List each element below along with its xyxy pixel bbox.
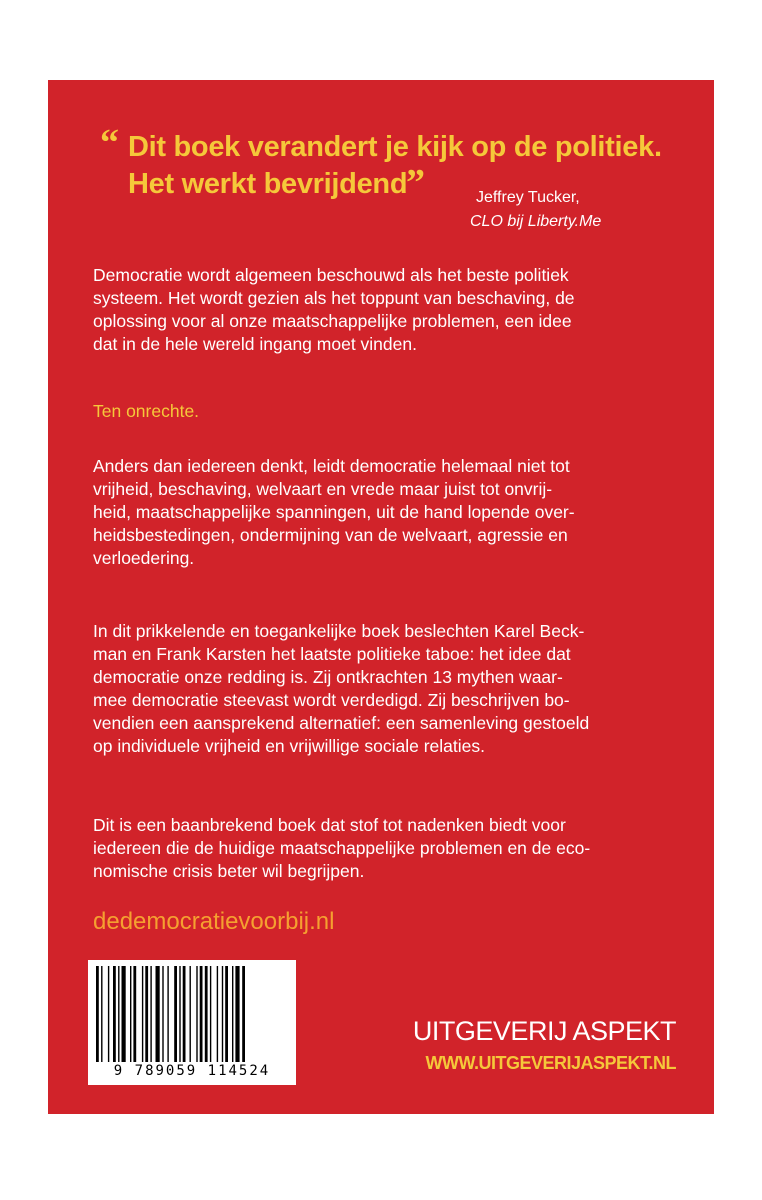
quote-author-role: CLO bij Liberty.Me [470, 213, 602, 230]
paragraph-intro: Democratie wordt algemeen beschouwd als het beste politiek systeem. Het wordt gezien als het toppunt van beschaving, de oplossing voor al onze maatschappelijke problemen, een idee dat in de hele wereld ingang moet vinden. [93, 265, 575, 354]
publisher-name: UITGEVERIJ ASPEKT [412, 1016, 676, 1046]
quote-line-1: Dit boek verandert je kijk op de politiek. [128, 131, 662, 163]
paragraph-anders: Anders dan iedereen denkt, leidt democratie helemaal niet tot vrijheid, beschaving, welvaart en vrede maar juist tot onvrij- heid, maatschappelijke spanningen, uit de hand lopende over- heidsbestedingen, ondermijning van de welvaart, agressie en verloedering. [93, 456, 575, 568]
website-link[interactable]: dedemocratievoorbij.nl [93, 908, 335, 935]
barcode-icon [94, 966, 290, 1062]
close-quote-mark: ” [406, 162, 425, 204]
paragraph-boek: In dit prikkelende en toegankelijke boek beslechten Karel Beck- man en Frank Karsten het laatste politieke taboe: het idee dat democratie onze redding is. Zij ontkrachten 13 mythen waar- mee democratie steevast wordt verdedigd. Zij beschrijven bo- vendien een aansprekend alternatief: een samenleving gestoeld op individuele vrijheid en vrijwillige sociale relaties. [93, 621, 590, 756]
paragraph-baanbrekend: Dit is een baanbrekend boek dat stof tot nadenken biedt voor iedereen die de huidige maatschappelijke problemen en de eco- nomische crisis beter wil begrijpen. [93, 815, 591, 881]
quote-line-2: Het werkt bevrijdend [128, 168, 408, 200]
book-back-cover [48, 80, 714, 1114]
isbn-barcode [88, 960, 296, 1085]
paragraph-ten-onrechte: Ten onrechte. [93, 401, 200, 421]
isbn-number: 9 789059 114524 [113, 1063, 271, 1079]
quote-author: Jeffrey Tucker, [476, 189, 580, 206]
open-quote-mark: “ [100, 122, 119, 164]
publisher-url[interactable]: WWW.UITGEVERIJASPEKT.NL [425, 1053, 676, 1073]
